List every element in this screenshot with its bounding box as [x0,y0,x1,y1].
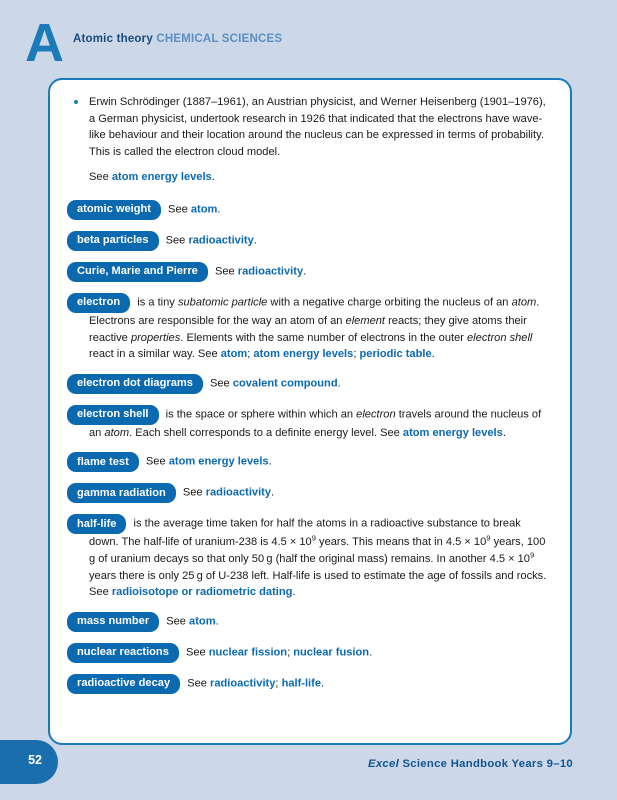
entry-text: is the space or sphere within which an [162,408,357,421]
entry-text: . [321,677,325,690]
glossary-entry [67,452,550,472]
entry-text: See [163,615,190,628]
emphasis-term: electron [356,408,396,421]
footer-title-rest: Science Handbook Years 9–10 [399,758,573,770]
entry-text: with a negative charge orbiting the nucleus of an [267,296,512,309]
glossary-entry [67,200,550,220]
emphasis-term: properties [130,331,181,344]
entry-text: is the average time taken for half the atoms in a radioactive substance to break down. The half-life of uranium-238 is 4.5 × 10 [89,517,521,549]
emphasis-term: element [345,314,385,327]
page-running-head [73,33,282,45]
cross-reference-link[interactable]: periodic table [359,348,432,361]
cross-reference-link[interactable]: atom energy levels [168,455,269,468]
see-prefix: See [89,171,112,184]
page-header [0,0,617,74]
cross-reference-link[interactable]: covalent compound [232,377,338,390]
emphasis-term: electron shell [467,331,533,344]
entry-text: See [206,377,233,390]
entry-text: ; [247,348,254,361]
term-badge[interactable]: mass number [67,612,159,632]
card-inner [50,80,570,715]
entry-text: . Elements with the same number of electrons in the outer [180,331,468,344]
entry-text: . [502,426,506,439]
entry-text: . [431,348,435,361]
entry-text: is a tiny [134,296,178,309]
bullet-text: Erwin Schrödinger (1887–1961), an Austrian physicist, and Werner Heisenberg (1901–1976), a German physicist, undertook research in 1926 that indicated that the electrons have wave-like behaviour and their location around the nucleus can be expressed in terms of probability. This is called the electron cloud model. [89,96,546,158]
alphabet-letter-marker: A [25,13,63,73]
cross-reference-link[interactable]: atom [190,203,218,216]
entry-text: . [292,586,296,599]
emphasis-term: atom [104,426,130,439]
cross-reference-link[interactable]: half-life [281,677,322,690]
glossary-entry [67,643,550,663]
entry-text: years, 100 g of uranium decays so that only 50 g (half the original mass) remains. In another 4.5 × 10 [89,536,548,565]
glossary-entry [67,674,550,694]
term-badge[interactable]: nuclear reactions [67,643,179,663]
term-badge[interactable]: electron [67,293,130,313]
entry-text: . [217,203,221,216]
term-badge[interactable]: flame test [67,452,139,472]
bullet-item [67,94,550,160]
entry-text: . Each shell corresponds to a definite energy level. See [129,426,403,439]
term-badge[interactable]: atomic weight [67,200,161,220]
emphasis-term: atom [511,296,537,309]
page-number: 52 [28,753,42,767]
entry-text: See [211,265,238,278]
entry-text: travels around the nucleus of an [89,408,542,439]
cross-reference-link[interactable]: atom energy levels [253,348,354,361]
running-head-subject: CHEMICAL SCIENCES [156,33,283,45]
entry-text: See [182,646,209,659]
term-badge[interactable]: electron dot diagrams [67,374,203,394]
entry-text: . [253,234,257,247]
entry-text: reacts; they give atoms their reactive [89,314,527,344]
term-badge[interactable]: Curie, Marie and Pierre [67,262,208,282]
entry-text: See [164,203,191,216]
bullet-dot-icon [74,100,78,104]
cross-reference-link[interactable]: radioactivity [237,265,304,278]
running-head-topic: Atomic theory [73,33,153,45]
entry-text: See [142,455,169,468]
exponent: 9 [486,533,491,543]
entry-text: react in a similar way. See [89,348,221,361]
glossary-entry [67,405,550,442]
entry-text: . [268,455,272,468]
glossary-entry [67,293,550,363]
cross-reference-link[interactable]: atom energy levels [402,426,503,439]
term-badge[interactable]: radioactive decay [67,674,180,694]
entry-text: . [303,265,307,278]
cross-reference-link[interactable]: atom [189,615,216,628]
cross-reference-link[interactable]: radioactivity [210,677,276,690]
footer-book-title [368,758,573,770]
entry-text: See [179,486,206,499]
glossary-entry [67,262,550,282]
exponent: 9 [529,550,535,560]
glossary-entry [67,612,550,632]
cross-reference-link[interactable]: radioactivity [188,234,254,247]
cross-reference-link[interactable]: radioactivity [205,486,272,499]
entry-text: . [271,486,275,499]
cross-reference-link[interactable]: atom [220,348,248,361]
page-number-tab [0,740,58,784]
cross-reference-link[interactable]: atom energy levels [111,171,212,184]
glossary-entry [67,374,550,394]
glossary-entry [67,514,550,600]
term-badge[interactable]: electron shell [67,405,159,425]
entry-text: . [369,646,373,659]
term-badge[interactable]: half-life [67,514,126,534]
footer-title-brand: Excel [367,758,400,770]
cross-reference-link[interactable]: nuclear fission [208,646,288,659]
term-badge[interactable]: gamma radiation [67,483,176,503]
entry-text: ; [287,646,294,659]
glossary-entry [67,483,550,503]
entry-text: See [184,677,211,690]
glossary-entry [67,231,550,251]
entry-text: ; [275,677,282,690]
entry-text: . Electrons are responsible for the way an atom of an [89,296,540,327]
content-card [48,78,572,745]
exponent: 9 [311,533,316,543]
entry-text: ; [353,348,360,361]
see-reference-line [67,169,550,186]
entry-text: . [215,615,219,628]
cross-reference-link[interactable]: nuclear fusion [293,646,370,659]
see-suffix: . [211,171,215,184]
entry-text: years there is only 25 g of U-238 left. Half-life is used to estimate the age of fossils and rocks. See [89,569,547,599]
entry-text: See [162,234,189,247]
term-badge[interactable]: beta particles [67,231,159,251]
entry-text: . [337,377,341,390]
cross-reference-link[interactable]: radioisotope or radiometric dating [111,586,293,599]
entry-text: years. This means that in 4.5 × 10 [315,536,487,549]
emphasis-term: subatomic particle [177,296,268,309]
